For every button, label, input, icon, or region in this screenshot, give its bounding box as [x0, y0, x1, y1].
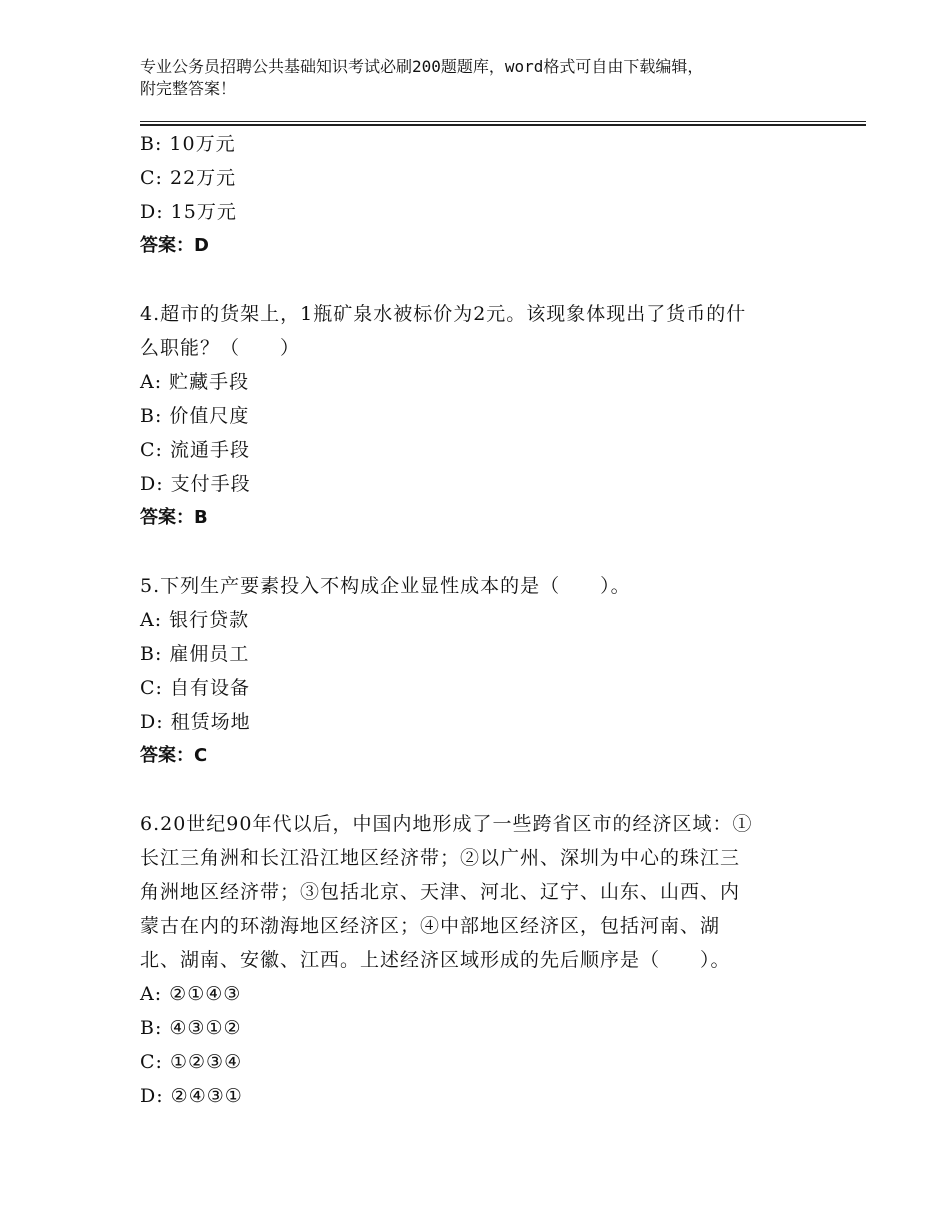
- option-b: B: 雇佣员工: [140, 643, 250, 665]
- option-c: C: ①②③④: [140, 1051, 243, 1073]
- option-c: C: 22万元: [140, 167, 237, 189]
- question-3: [140, 127, 820, 263]
- question-text-line: 4.超市的货架上，1瓶矿泉水被标价为2元。该现象体现出了货币的什: [140, 303, 747, 325]
- header-divider-thick: [140, 124, 866, 126]
- question-text-line: 么职能？（ ）: [140, 337, 301, 359]
- option-d: D: ②④③①: [140, 1085, 243, 1107]
- document-header: [140, 56, 830, 100]
- question-6: [140, 807, 820, 1113]
- question-text-line: 长江三角洲和长江沿江地区经济带；②以广州、深圳为中心的珠江三: [140, 847, 741, 869]
- question-5: [140, 569, 820, 773]
- header-line-1: 专业公务员招聘公共基础知识考试必刷200题题库，word格式可自由下载编辑，: [140, 57, 704, 76]
- option-d: D: 租赁场地: [140, 711, 251, 733]
- option-a: A: 银行贷款: [140, 609, 250, 631]
- option-a: A: ②①④③: [140, 983, 242, 1005]
- question-4: [140, 297, 820, 535]
- answer-label: 答案：C: [140, 745, 208, 766]
- option-b: B: 价值尺度: [140, 405, 250, 427]
- question-text-line: 6.20世纪90年代以后，中国内地形成了一些跨省区市的经济区域：①: [140, 813, 753, 835]
- option-a: A: 贮藏手段: [140, 371, 250, 393]
- option-d: D: 支付手段: [140, 473, 251, 495]
- option-c: C: 自有设备: [140, 677, 250, 699]
- question-text-line: 角洲地区经济带；③包括北京、天津、河北、辽宁、山东、山西、内: [140, 881, 741, 903]
- option-c: C: 流通手段: [140, 439, 250, 461]
- option-b: B: ④③①②: [140, 1017, 242, 1039]
- option-d: D: 15万元: [140, 201, 237, 223]
- question-text-line: 5.下列生产要素投入不构成企业显性成本的是（ ）。: [140, 575, 631, 597]
- question-text-line: 蒙古在内的环渤海地区经济区；④中部地区经济区，包括河南、湖: [140, 915, 721, 937]
- question-content: [140, 127, 820, 1113]
- answer-label: 答案：B: [140, 507, 208, 528]
- header-divider: [140, 121, 866, 122]
- option-b: B: 10万元: [140, 133, 236, 155]
- question-text-line: 北、湖南、安徽、江西。上述经济区域形成的先后顺序是（ ）。: [140, 949, 731, 971]
- answer-label: 答案：D: [140, 235, 209, 256]
- header-line-2: 附完整答案！: [140, 79, 237, 98]
